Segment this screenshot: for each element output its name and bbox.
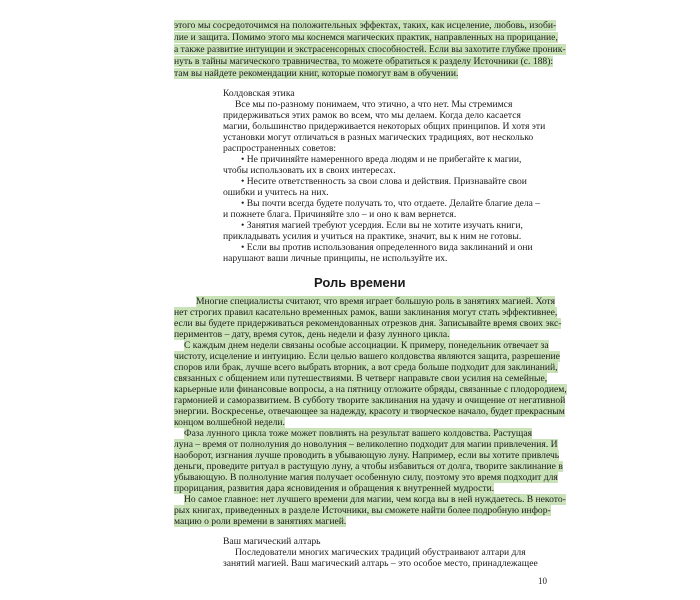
body-line: споров или брак, лучше всего выбрать вторник, а вот среда больше подходит для заклинаний, bbox=[174, 362, 558, 373]
body-line: деньги, проведите ритуал в растущую луну, а чтобы избавиться от долга, творите заклинание в bbox=[174, 461, 563, 472]
ethics-line: установки могут отличаться в разных магических традициях, вот несколько bbox=[223, 132, 534, 143]
altar-line: Последователи многих магических традиций обустраивают алтари для bbox=[235, 547, 526, 558]
body-line: Фаза лунного цикла тоже может повлиять на результат вашего колдовства. Растущая bbox=[184, 428, 532, 439]
body-line: периментов – дату, время суток, день недели и фазу лунного цикла. bbox=[174, 329, 450, 340]
ethics-line: придерживаться этих рамок во всем, что мы делаем. Когда дело касается bbox=[223, 110, 521, 121]
intro-line: этого мы сосредоточимся на положительных эффектах, таких, как исцеление, любовь, изоби- bbox=[174, 20, 557, 31]
ethics-bullet: • Вы почти всегда будете получать то, что отдаете. Делайте благие дела – bbox=[241, 198, 541, 209]
body-line: убывающую. В полнолуние магия получает особенную силу, поэтому это время подходит для bbox=[174, 472, 558, 483]
body-line: гармонией и саморазвитием. В субботу творите заклинания на удачу и очищение от негативной bbox=[174, 395, 566, 406]
body-line: энергии. Воскресенье, отвечающее за надежду, красоту и творческое начало, будет прекрасным bbox=[174, 406, 565, 417]
body-line: концом волшебной недели. bbox=[174, 417, 285, 428]
body-line: Многие специалисты считают, что время играет большую роль в занятиях магией. Хотя bbox=[196, 296, 556, 307]
ethics-line: распространенных советов: bbox=[223, 143, 337, 154]
body-line: наоборот, изгнания лучше проводить в убывающую луну. Например, если вы хотите привлечь bbox=[174, 450, 560, 461]
ethics-bullet: • Не причиняйте намеренного вреда людям и не прибегайте к магии, bbox=[241, 154, 522, 165]
body-line: чистоту, исцеление и интуицию. Если целью вашего колдовства являются защита, разрешение bbox=[174, 351, 560, 362]
body-line: рых книгах, приведенных в разделе Источники, вы сможете найти более подробную инфор- bbox=[174, 505, 551, 516]
ethics-line: прикладывать усилия и учиться на практике, значит, вы к ним не готовы. bbox=[223, 231, 522, 242]
body-line: связанных с общением или путешествиями. В четверг направьте свои усилия на семейные, bbox=[174, 373, 548, 384]
body-line: С каждым днем недели связаны особые ассоциации. К примеру, понедельник отвечает за bbox=[184, 340, 549, 351]
ethics-bullet: • Занятия магией требуют усердия. Если вы не хотите изучать книги, bbox=[241, 220, 523, 231]
ethics-line: ошибки и учитесь на них. bbox=[223, 187, 329, 198]
section-heading: Роль времени bbox=[314, 275, 406, 290]
body-line: мацию о роли времени в занятиях магией. bbox=[174, 516, 347, 527]
ethics-line: нарушают ваши личные принципы, не используйте их. bbox=[223, 253, 448, 264]
ethics-line: чтобы использовать их в своих интересах. bbox=[223, 165, 396, 176]
body-line: Но самое главное: нет лучшего времени для магии, чем когда вы в ней нуждаетесь. В некото- bbox=[184, 494, 566, 505]
body-line: карьерные или финансовые вопросы, а на пятницу отложите обряды, связанные с плодородием, bbox=[174, 384, 567, 395]
intro-line: лие и защита. Помимо этого мы коснемся магических практик, направленных на прорицание, bbox=[174, 32, 558, 43]
altar-line: занятий магией. Ваш магический алтарь – это особое место, принадлежащее bbox=[223, 558, 538, 569]
ethics-bullet: • Если вы против использования определенного вида заклинаний и они bbox=[241, 242, 533, 253]
ethics-title: Колдовская этика bbox=[223, 88, 295, 99]
altar-title: Ваш магический алтарь bbox=[223, 536, 321, 547]
ethics-line: магии, большинство придерживается некоторых общих принципов. И хотя эти bbox=[223, 121, 546, 132]
body-line: прорицания, развития дара ясновидения и обращения к внутренней мудрости. bbox=[174, 483, 495, 494]
intro-line: там вы найдете рекомендации книг, которые помогут вам в обучении. bbox=[174, 68, 459, 79]
intro-line: а также развитие интуиции и экстрасенсорных способностей. Если вы захотите глубже проник- bbox=[174, 44, 566, 55]
body-line: если вы будете придерживаться рекомендованных отрезков дня. Записывайте время своих экс- bbox=[174, 318, 562, 329]
ethics-line: Все мы по-разному понимаем, что этично, а что нет. Мы стремимся bbox=[235, 99, 513, 110]
ethics-line: и пожнете блага. Причиняйте зло – и оно к вам вернется. bbox=[223, 209, 457, 220]
intro-line: нуть в тайны магического травничества, то можете обратиться к разделу Источники (с. 188): bbox=[174, 56, 554, 67]
ethics-bullet: • Несите ответственность за свои слова и действия. Признавайте свои bbox=[241, 176, 527, 187]
body-line: нет строгих правил касательно временных рамок, ваши заклинания могут стать эффективнее, bbox=[174, 307, 558, 318]
body-line: луна – время от полнолуния до новолуния – великолепно подходит для магии привлечения. И bbox=[174, 439, 558, 450]
page-number: 10 bbox=[538, 576, 547, 586]
